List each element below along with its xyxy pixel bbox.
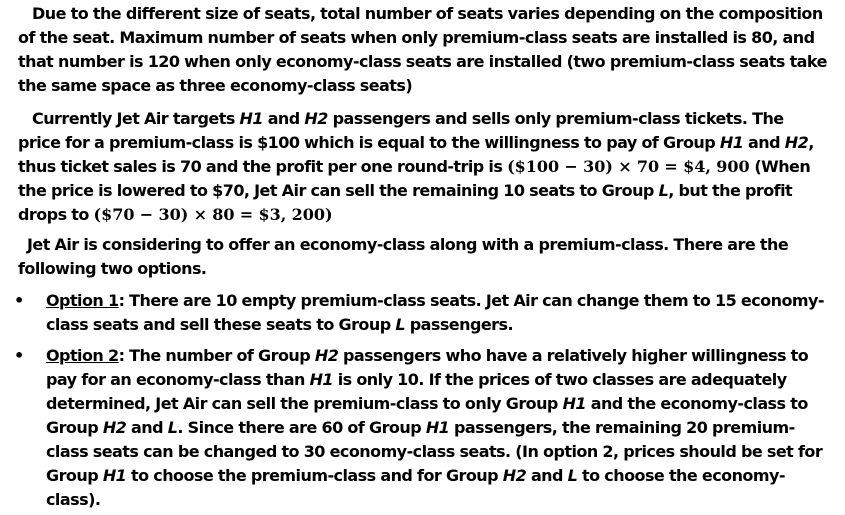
text-run: and — [526, 466, 568, 485]
text-run: and the economy-class to Group — [46, 394, 808, 437]
group-h2-label: H2 — [304, 109, 328, 128]
group-h1-label: H1 — [719, 133, 744, 152]
bullet-icon: • — [14, 346, 25, 365]
bullet-icon: • — [14, 291, 25, 310]
text-run: is only 10. If the prices of two classes are adequately determined, Jet Air can sell the premium-class to only Group — [46, 370, 787, 413]
group-h2-label: H2 — [502, 466, 527, 485]
group-h1-label: H1 — [239, 109, 263, 128]
group-l-label: L — [395, 315, 405, 334]
list-item-option-1 — [0, 289, 845, 337]
text-run: to choose the economy-class). — [46, 466, 785, 509]
text-run: and — [126, 418, 168, 437]
text-run: Currently Jet Air targets — [32, 109, 240, 128]
group-h1-label: H1 — [425, 418, 450, 437]
group-h1-label: H1 — [309, 370, 334, 389]
text-run: : The number of Group — [118, 346, 315, 365]
profit-equation-premium: ($100 − 30) × 70 = $4, 900 — [507, 157, 750, 176]
group-h1-label: H1 — [102, 466, 127, 485]
text-run: to choose the premium-class and for Group — [126, 466, 503, 485]
text-run: , but the profit drops to — [18, 181, 793, 224]
text-run: passengers, the remaining 20 premium-class seats can be changed to 30 economy-class seats. (In option 2, prices should be set for Group — [46, 418, 823, 485]
list-item-option-2 — [0, 344, 845, 512]
group-h2-label: H2 — [784, 133, 809, 152]
option-1-label: Option 1 — [46, 291, 119, 310]
option-2-text — [0, 344, 824, 512]
text-run: passengers and sells only premium-class tickets. The price for a premium-class is $100 which is equal to the willingness to pay of Group — [18, 109, 784, 152]
group-l-label: L — [167, 418, 178, 437]
group-h2-label: H2 — [102, 418, 127, 437]
text-run: : There are 10 empty premium-class seats. Jet Air can change them to 15 economy-class seats and sell these seats to Group — [46, 291, 824, 334]
text-run: passengers who have a relatively higher willingness to pay for an economy-class than — [46, 346, 809, 389]
group-h1-label: H1 — [562, 394, 586, 413]
text-run: , thus ticket sales is 70 and the profit per one round-trip is — [18, 133, 814, 176]
group-h2-label: H2 — [314, 346, 339, 365]
option-1-text — [0, 289, 824, 337]
text-run: . Since there are 60 of Group — [177, 418, 426, 437]
paragraph-seat-capacity: Due to the different size of seats, total number of seats varies depending on the composition of the seat. Maximum number of seats when only premium-class seats are installed is 80, and that number is 120 when only economy-class seats are installed (two premium-class seats take the same space as three economy-class seats) — [18, 4, 827, 95]
text-run: and — [743, 133, 785, 152]
text-run: and — [262, 109, 305, 128]
paragraph-options-intro: Jet Air is considering to offer an economy-class along with a premium-class. There are the following two options. — [18, 235, 789, 278]
paragraph-current-situation — [0, 107, 830, 227]
group-l-label: L — [567, 466, 578, 485]
text-run: (When the price is lowered to $70, Jet Air can sell the remaining 10 seats to Group — [18, 157, 811, 200]
text-run: passengers. — [404, 315, 513, 334]
option-2-label: Option 2 — [46, 346, 119, 365]
group-l-label: L — [658, 181, 669, 200]
profit-equation-lowered: ($70 − 30) × 80 = $3, 200) — [93, 205, 333, 224]
